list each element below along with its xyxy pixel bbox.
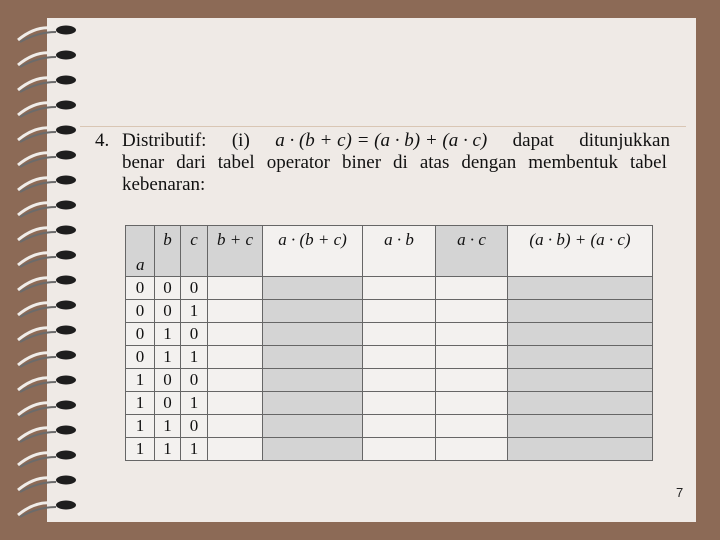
table-row (126, 369, 653, 392)
value-cell: 0 (181, 415, 208, 438)
header-a-times-b: a · b (363, 226, 436, 277)
problem-text (95, 130, 670, 196)
header-c: c (181, 226, 208, 277)
header-ab-plus-ac: (a · b) + (a · c) (508, 226, 653, 277)
text-line-3: kebenaran: (122, 174, 206, 195)
value-cell: 1 (155, 415, 181, 438)
value-cell: 1 (126, 438, 155, 461)
table-row (126, 415, 653, 438)
empty-cell (363, 392, 436, 415)
value-cell: 1 (181, 300, 208, 323)
header-a-times-c: a · c (436, 226, 508, 277)
empty-cell (508, 277, 653, 300)
empty-cell (508, 323, 653, 346)
empty-cell (363, 323, 436, 346)
spiral-binding-icon (0, 0, 90, 540)
truth-table (125, 225, 653, 461)
value-cell: 0 (181, 323, 208, 346)
word: benar (122, 152, 165, 173)
word: operator (266, 152, 330, 173)
empty-cell (263, 346, 363, 369)
empty-cell (263, 323, 363, 346)
empty-cell (208, 277, 263, 300)
value-cell: 0 (155, 369, 181, 392)
empty-cell (508, 346, 653, 369)
header-b-plus-c: b + c (208, 226, 263, 277)
table-row (126, 346, 653, 369)
value-cell: 0 (181, 277, 208, 300)
empty-cell (436, 369, 508, 392)
empty-cell (436, 415, 508, 438)
empty-cell (508, 392, 653, 415)
value-cell: 0 (126, 300, 155, 323)
empty-cell (363, 300, 436, 323)
value-cell: 1 (155, 323, 181, 346)
value-cell: 0 (155, 300, 181, 323)
value-cell: 1 (126, 369, 155, 392)
word: tabel (217, 152, 255, 173)
table-row (126, 392, 653, 415)
empty-cell (508, 438, 653, 461)
header-b: b (155, 226, 181, 277)
table-row (126, 323, 653, 346)
empty-cell (436, 277, 508, 300)
value-cell: 1 (126, 392, 155, 415)
word: biner (342, 152, 382, 173)
page-number: 7 (676, 485, 684, 500)
value-cell: 1 (181, 438, 208, 461)
word: membentuk (528, 152, 618, 173)
value-cell: 1 (155, 346, 181, 369)
empty-cell (436, 392, 508, 415)
table-header-row (126, 226, 653, 277)
empty-cell (208, 300, 263, 323)
header-a-times-bc: a · (b + c) (263, 226, 363, 277)
empty-cell (208, 392, 263, 415)
word: tabel (629, 152, 667, 173)
word: (i) (231, 130, 250, 151)
word: atas (419, 152, 450, 173)
word: dapat (512, 130, 554, 151)
empty-cell (263, 392, 363, 415)
text-line-2 (122, 152, 667, 174)
empty-cell (436, 438, 508, 461)
empty-cell (508, 300, 653, 323)
empty-cell (508, 415, 653, 438)
empty-cell (208, 415, 263, 438)
value-cell: 1 (181, 392, 208, 415)
empty-cell (208, 438, 263, 461)
item-number: 4. (95, 130, 110, 151)
value-cell: 1 (181, 346, 208, 369)
empty-cell (363, 415, 436, 438)
value-cell: 1 (155, 438, 181, 461)
word: di (393, 152, 408, 173)
empty-cell (263, 277, 363, 300)
word: ditunjukkan (579, 130, 670, 151)
empty-cell (436, 346, 508, 369)
word: dengan (461, 152, 517, 173)
empty-cell (363, 277, 436, 300)
header-a: a (126, 226, 155, 277)
empty-cell (263, 415, 363, 438)
table-row (126, 438, 653, 461)
value-cell: 0 (155, 392, 181, 415)
empty-cell (208, 323, 263, 346)
empty-cell (263, 369, 363, 392)
empty-cell (363, 369, 436, 392)
empty-cell (363, 438, 436, 461)
formula: a · (b + c) = (a · b) + (a · c) (275, 130, 488, 151)
header-rule (80, 126, 686, 127)
empty-cell (508, 369, 653, 392)
empty-cell (208, 369, 263, 392)
value-cell: 1 (126, 415, 155, 438)
text-line-1 (122, 130, 670, 152)
value-cell: 0 (126, 323, 155, 346)
empty-cell (208, 346, 263, 369)
empty-cell (263, 438, 363, 461)
empty-cell (263, 300, 363, 323)
empty-cell (436, 300, 508, 323)
table-row (126, 277, 653, 300)
value-cell: 0 (155, 277, 181, 300)
empty-cell (436, 323, 508, 346)
value-cell: 0 (126, 277, 155, 300)
value-cell: 0 (126, 346, 155, 369)
table-row (126, 300, 653, 323)
empty-cell (363, 346, 436, 369)
value-cell: 0 (181, 369, 208, 392)
word: Distributif: (122, 130, 207, 151)
word: dari (176, 152, 206, 173)
